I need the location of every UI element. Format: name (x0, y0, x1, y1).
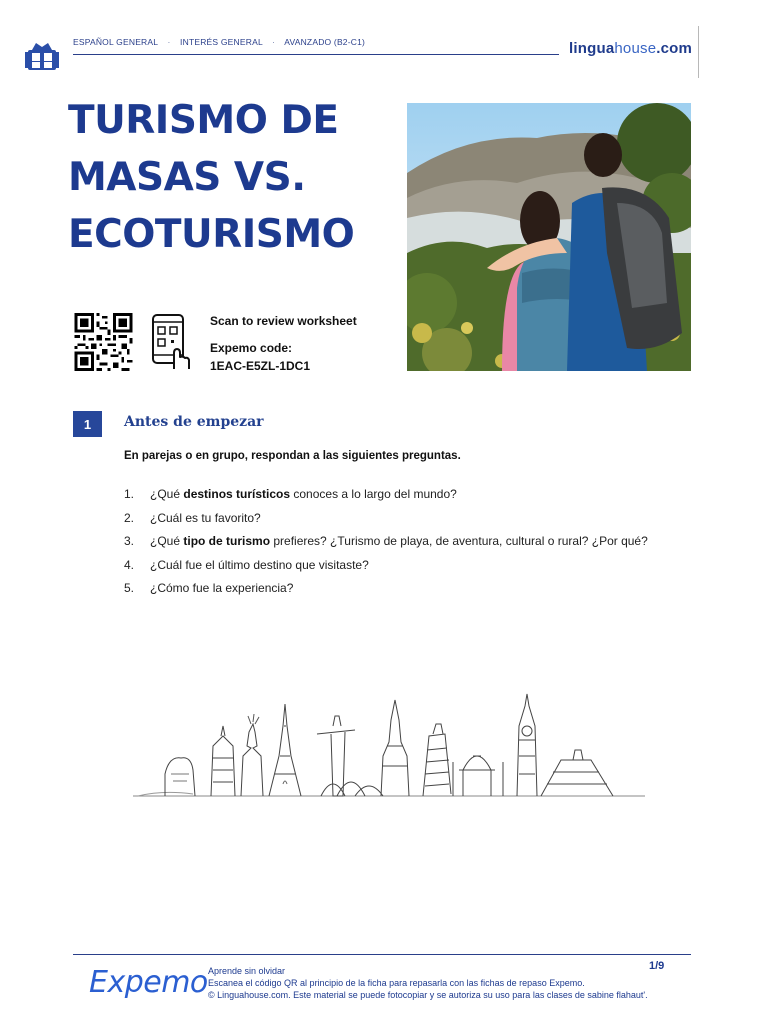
question-number: 5. (124, 581, 135, 595)
question-number: 2. (124, 510, 135, 525)
footer-copyright: © Linguahouse.com. Este material se puede fotocopiar y se autoriza su uso para las clases de sabine flahaut'. (208, 990, 648, 1000)
breadcrumb-level-3: AVANZADO (B2-C1) (284, 37, 366, 47)
brand-part-tld: .com (656, 40, 693, 57)
question-text: ¿Cómo fue la experiencia? (150, 581, 294, 595)
expemo-code-label: Expemo code: (210, 341, 293, 355)
question-text: ¿Cuál fue el último destino que visitaste? (150, 557, 369, 572)
question-number: 1. (124, 487, 135, 501)
question-text: ¿Qué (150, 487, 184, 501)
world-landmarks-illustration (133, 686, 645, 814)
qr-code-icon[interactable] (73, 313, 134, 371)
question-item (124, 484, 648, 508)
brand-logo[interactable] (569, 40, 692, 57)
header-divider (73, 54, 559, 55)
crest-logo (24, 40, 60, 72)
footer-divider (73, 954, 691, 955)
hikers-photo (407, 103, 691, 371)
footer-tagline: Aprende sin olvidar (208, 966, 286, 976)
question-text: ¿Cuál es tu favorito? (150, 510, 261, 525)
question-item (124, 508, 648, 532)
breadcrumb-level-1: ESPAÑOL GENERAL (73, 37, 158, 47)
scan-instruction: Scan to review worksheet (210, 314, 357, 328)
page-number: 1/9 (649, 960, 665, 972)
breadcrumb-level-2: INTERÉS GENERAL (180, 37, 263, 47)
question-emphasis: tipo de turismo (183, 534, 271, 548)
question-number: 4. (124, 557, 135, 572)
section-title: Antes de empezar (124, 414, 264, 430)
footer-qr-instruction: Escanea el código QR al principio de la ficha para repasarla con las fichas de repaso Expemo. (208, 978, 585, 988)
breadcrumb-separator: · (167, 37, 171, 47)
question-text: ¿Qué (150, 534, 184, 548)
section-number-badge: 1 (73, 411, 102, 437)
page-title: TURISMO DE MASAS VS. ECOTURISMO (68, 98, 355, 257)
question-list (124, 484, 648, 602)
question-emphasis: destinos turísticos (183, 487, 291, 501)
header-vertical-divider (698, 26, 699, 78)
expemo-logo[interactable]: Expemo (89, 965, 208, 1000)
breadcrumb (73, 37, 365, 47)
breadcrumb-separator: · (272, 37, 276, 47)
question-number: 3. (124, 534, 135, 548)
section-instructions: En parejas o en grupo, respondan a las siguientes preguntas. (124, 450, 461, 462)
question-text-end: prefieres? ¿Turismo de playa, de aventura, cultural o rural? ¿Por qué? (270, 534, 648, 548)
question-item (124, 578, 648, 602)
question-text-end: conoces a lo largo del mundo? (290, 487, 457, 501)
expemo-code-value: 1EAC-E5ZL-1DC1 (210, 359, 311, 373)
phone-scan-icon (150, 313, 192, 371)
question-item (124, 531, 648, 555)
brand-part-house: house (614, 40, 657, 57)
question-item (124, 555, 648, 579)
brand-part-lingua: lingua (569, 40, 615, 57)
